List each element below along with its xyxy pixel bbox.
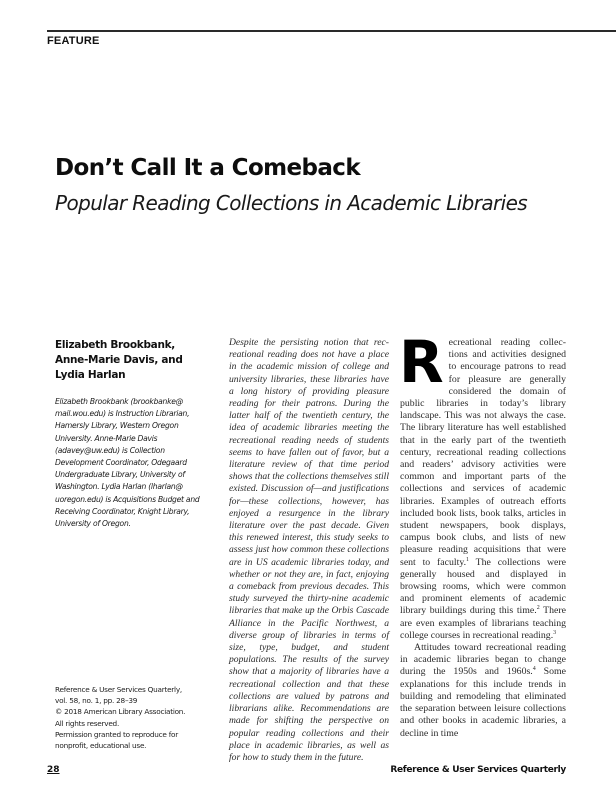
citation-line: Permission granted to reproduce for — [55, 729, 178, 739]
journal-name: Reference & User Services Quarterly — [390, 765, 566, 775]
section-label: FEATURE — [47, 35, 100, 47]
citation-block — [55, 684, 220, 751]
article-subtitle: Popular Reading Collections in Academic Libraries — [55, 191, 528, 215]
citation-line: nonprofit, educational use. — [55, 741, 147, 751]
footnote-ref[interactable]: 1 — [466, 556, 470, 563]
header-rule — [47, 30, 616, 32]
author-bio: Elizabeth Brookbank (brookbanke@ mail.wou.edu) is Instruction Librarian, Hamersly Library, Western Oregon University. Anne-Marie Davis (adavey@uw.edu) is Collection Development Coordinator, Odegaard Undergraduate Library, University of Washington. Lydia Harlan (lharlan@ uoregon.edu) is Acquisitions Budget and Receiving Coordinator, Knight Library, University of Oregon. — [55, 397, 200, 529]
author-name: Lydia Harlan — [55, 369, 126, 381]
footnote-ref[interactable]: 2 — [536, 605, 540, 612]
article-title: Don’t Call It a Comeback — [55, 155, 361, 181]
author-name: Anne-Marie Davis, and — [55, 354, 183, 366]
citation-line: © 2018 American Library Association. — [55, 707, 186, 717]
body-paragraph-1: Recreational reading collections and activities designed to encourage patrons to read for pleasure are generally considered the domain of public libraries in today’s library landscape. This was not always the case. The library literature has well established that in the early part of the twentieth century, recreational reading collections and readers’ advisory activities were common and important parts of the collections and services of academic libraries. Examples of outreach efforts included book lists, book talks, articles in student newspapers, book displays, campus book clubs, and lists of new pleasure reading acquisitions that were sent to faculty.$^1$ The collections were generally housed and displayed in browsing rooms, which were common and prominent elements of academic library buildings during this time.$^2$ There are even examples of librarians teaching college courses in recreational reading.$^3$ — [399, 328, 566, 641]
abstract: Despite the persisting notion that recreational reading does not have a place in the academic mission of college and university libraries, these libraries have a long history of providing pleasure reading for their patrons. During the latter half of the twentieth century, the idea of academic libraries meeting the recreational reading needs of students seems to have fallen out of favor, but a literature review of that time period shows that the collections themselves still existed. Discussion of—and justifications for—these collections, however, has enjoyed a resurgence in the library literature over the past decade. Given this renewed interest, this study seeks to assess just how common these collections are in US academic libraries today, and whether or not they are, in fact, enjoying a comeback from previous decades. This study surveyed the thirty-nine academic libraries that make up the Orbis Cascade Alliance in the Pacific Northwest, a diverse group of libraries in terms of size, type, budget, and student populations. The results of the survey show that a majority of libraries have a recreational collection and that these collections are valued by patrons and librarians alike. Recommendations are made for shifting the perspective on popular reading collections and their place in academic libraries, as well as for how to study them in the future. — [229, 337, 389, 763]
citation-line: All rights reserved. — [55, 718, 120, 728]
footnote-ref[interactable]: 4 — [532, 666, 536, 673]
footnote-ref[interactable]: 3 — [553, 629, 557, 636]
citation-line: vol. 58, no. 1, pp. 28–39 — [55, 696, 138, 706]
drop-cap: R — [399, 328, 444, 396]
page-number: 28 — [47, 765, 60, 775]
body-text-column — [399, 328, 566, 740]
author-name: Elizabeth Brookbank, — [55, 339, 175, 351]
body-paragraph-2: Attitudes toward recreational reading in academic libraries began to change during the 1950s and 1960s.$^4$ Some explanations for this include trends in building and remodeling that eliminated the separation between leisure collections and other books in academic libraries, a decline in time — [400, 642, 566, 739]
citation-line: Reference & User Services Quarterly, — [55, 685, 182, 694]
author-list — [55, 338, 215, 383]
